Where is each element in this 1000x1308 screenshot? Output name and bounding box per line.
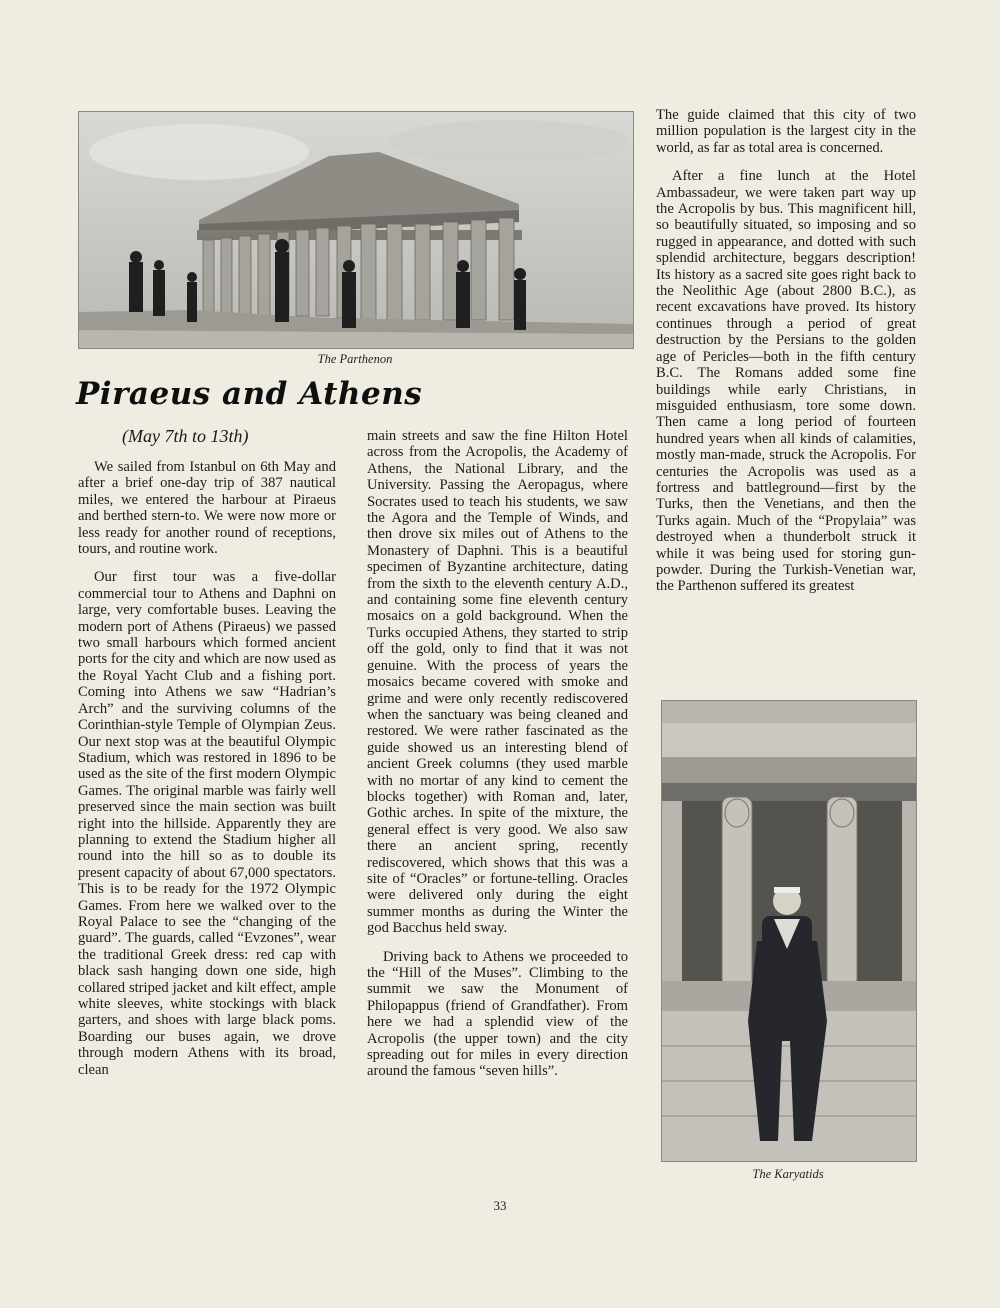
parthenon-image	[79, 112, 633, 348]
article-column-2	[367, 428, 628, 1080]
paragraph: main streets and saw the fine Hilton Hotel across from the Acropolis, the Academy of Athens, the National Library, and the University. Passing the Aeropagus, where Socrates used to teach his students, we saw the Agora and the Temple of Winds, and then drove six miles out of Athens to the Monastery of Daphni. This is a beautiful specimen of Byzantine architecture, dating from the sixth to the eleventh century A.D., and containing some fine eleventh century mosaics on a gold background. When the Turks occupied Athens, they started to strip off the gold, only to find that it was not genuine. With the process of years the mosaics became covered with smoke and grime and were only recently rediscovered when the sanctuary was being cleaned and restored. We were rather fascinated as the guide showed us an interesting blend of ancient Greek columns (they used marble with no mortar of any kind to cement the blocks together) with Roman and, later, Gothic arches. In spite of the mixture, the general effect is very good. We also saw there an ancient spring, recently rediscovered, which shows that this was a site of “Oracles” or fortune-telling. Oracles were delivered only during the eight summer months as during the Winter the god Bacchus held sway.	[367, 428, 628, 937]
paragraph: The guide claimed that this city of two million population is the largest city in the world, as far as total area is concerned.	[656, 107, 916, 156]
karyatids-photo	[661, 700, 917, 1162]
page-number: 33	[493, 1198, 507, 1213]
karyatids-image	[662, 701, 916, 1161]
parthenon-photo	[78, 111, 634, 349]
paragraph: Our first tour was a five-dollar commercial tour to Athens and Daphni on large, very comfortable buses. Leaving the modern port of Athens (Piraeus) we passed two small harbours which formed ancient ports for the city and which are now used as the Royal Yacht Club and a fishing port. Coming into Athens we saw “Hadrian’s Arch” and the surviving columns of the Corinthian-style Temple of Olympian Zeus. Our next stop was at the beautiful Olympic Stadium, which was restored in 1896 to be used as the site of the first modern Olympic Games. The original marble was fairly well preserved since the main section was built right into the hillside. Apparently they are planning to extend the Stadium higher all round into the hill so as to double its present capacity of about 67,000 spectators. This is to be ready for the 1972 Olympic Games. From here we walked over to the Royal Palace to see the “changing of the guard”. The guards, called “Evzones”, wear the traditional Greek dress: red cap with black sash hanging down one side, high collared striped jacket and kilt effect, ample white sleeves, white stockings with black garters, and shoes with large black poms. Boarding our buses again, we drove through modern Athens with its broad, clean	[78, 569, 336, 1078]
article-column-3	[656, 107, 916, 595]
article-dates: (May 7th to 13th)	[122, 426, 249, 446]
article-column-1	[78, 459, 336, 1078]
paragraph: After a fine lunch at the Hotel Ambassadeur, we were taken part way up the Acropolis by bus. This magnificent hill, so beautifully situated, so imposing and so rugged in appearance, and dotted with such splendid architecture, beggars description! Its history as a sacred site goes right back to the Neolithic Age (about 2800 B.C.), as recent excavations have proved. Its history continues through a period of great destruction by the Persians to the golden age of Pericles—both in the fifth century B.C. The Romans added some fine buildings while early Christians, in misguided enthusiasm, tore some down. Then came a long period of fourteen hundred years when all kinds of calamities, mostly man-made, struck the Acropolis. For centuries the Acropolis was used as a fortress and battleground—first by the Turks, then the Venetians, and then the Turks again. Much of the “Propylaia” was destroyed when a thunderbolt struck it while it was being used for storing gun-powder. During the Turkish-Venetian war, the Parthenon suffered its greatest	[656, 168, 916, 595]
parthenon-caption: The Parthenon	[317, 352, 393, 366]
karyatids-caption: The Karyatids	[752, 1167, 824, 1181]
article-title: Piraeus and Athens	[76, 376, 423, 412]
paragraph: We sailed from Istanbul on 6th May and after a brief one-day trip of 387 nautical miles, we entered the harbour at Piraeus and berthed stern-to. We were now more or less ready for another round of receptions, tours, and routine work.	[78, 459, 336, 558]
paragraph: Driving back to Athens we proceeded to the “Hill of the Muses”. Climbing to the summit we saw the Monument of Philopappus (friend of Grandfather). From here we had a splendid view of the Acropolis (the upper town) and the city spreading out for miles in every direction around the famous “seven hills”.	[367, 948, 628, 1080]
